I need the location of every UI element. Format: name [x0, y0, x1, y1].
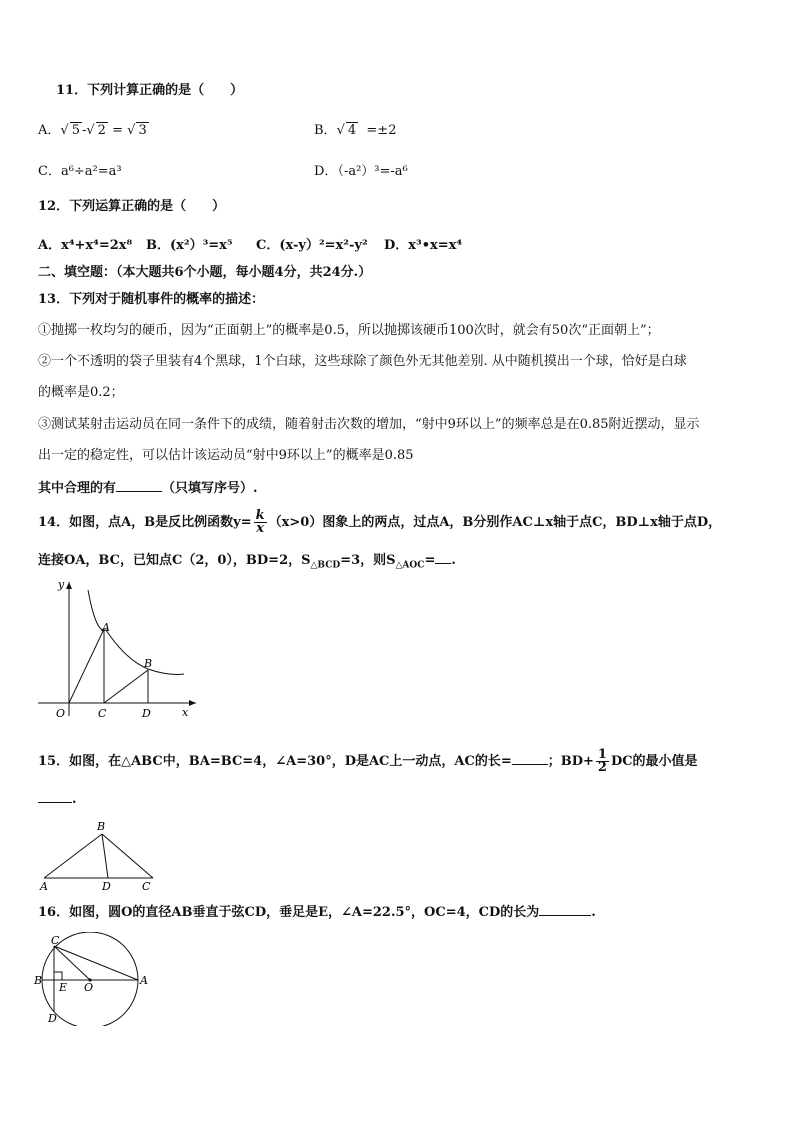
label-d: D [142, 707, 151, 720]
label-c: C [142, 880, 151, 893]
q15-line-2 [38, 790, 77, 809]
q14-frac-den: x [256, 521, 265, 536]
q11-b-rhs: =±2 [366, 123, 397, 138]
q15-frac-den: 2 [597, 760, 607, 775]
q15-fraction [596, 749, 609, 774]
q14-fraction [254, 510, 267, 535]
q14-line1-pre: 14．如图，点A，B是反比例函数y= [38, 515, 252, 530]
q11-a-radicand-1: 5 [71, 123, 80, 138]
q12-stem: 12．下列运算正确的是（ ） [38, 199, 226, 214]
q11-option-d [314, 160, 408, 179]
segment-ab [44, 834, 102, 878]
label-e: E [59, 981, 68, 994]
q13-tail-post: （只填写序号）. [162, 481, 258, 496]
q15-frac-num: 1 [597, 747, 607, 762]
q16-stem [38, 903, 596, 922]
q14-line-2: 连接OA，BC，已知点C（2，0），BD=2，$S_{\triangle BCD}=3$，则$S_{\triangle AOC}=$ . [38, 553, 456, 571]
q14-sub-aoc: △AOC [395, 560, 425, 571]
segment-co [54, 946, 90, 980]
q14-line2-mid: =3，则S [340, 553, 396, 568]
q15-line1-post: DC的最小值是 [610, 754, 698, 769]
segment-ca [54, 946, 138, 980]
q11-b-radicand: 4 [347, 123, 357, 138]
q12-option-a: A．x⁴+x⁴=2x⁸ [38, 238, 133, 253]
q11-a-minus: - [81, 123, 87, 138]
q14-frac-num: k [255, 508, 265, 523]
q14-line2-pre: 连接OA，BC，已知点C（2，0），BD=2，S [38, 553, 311, 568]
q13-stem: 13．下列对于随机事件的概率的描述： [38, 292, 265, 307]
q13-item-1: ①抛掷一枚均匀的硬币，因为“正面朝上”的概率是0.5，所以抛掷该硬币100次时，就会有50次“正面朝上”； [38, 323, 660, 338]
q14-line1-post: （x>0）图象上的两点，过点A，B分别作AC⊥x轴于点C，BD⊥x轴于点D， [268, 515, 722, 530]
q13-tail-pre: 其中合理的有 [38, 481, 117, 496]
q14-line2-post: = [424, 553, 436, 568]
q11-option-a: A．√ 5 -√ 2 = √ 3 [38, 123, 147, 138]
label-c: C [98, 707, 107, 720]
q11-option-b: B．√ 4 =±2 [314, 123, 397, 138]
q15-line1-mid: ；BD+ [547, 754, 594, 769]
q14-sub-bcd: △BCD [310, 560, 341, 571]
q13-item-2-line-2: 的概率是0.2； [38, 385, 124, 400]
q11-a-radicand-2: 2 [97, 123, 106, 138]
q13-item-2-line-1: ②一个不透明的袋子里装有4个黑球，1个白球，这些球除了颜色外无其他差别. 从中随机摸出一个球，恰好是白球 [38, 354, 687, 369]
q11-option-c [38, 160, 122, 179]
label-a: A [102, 621, 110, 634]
q16-stem-post: . [591, 905, 596, 920]
right-angle-mark [54, 972, 62, 980]
q13-item-3-line-2: 出一定的稳定性，可以估计该运动员“射中9环以上”的概率是0.85 [38, 448, 414, 463]
q15-line-1 [38, 745, 698, 779]
q15-line2-post: . [72, 792, 77, 807]
label-y: y [58, 578, 65, 591]
label-b: B [144, 657, 153, 670]
label-x: x [182, 706, 189, 719]
q11-a-eq: = [112, 123, 123, 138]
segment-bd [102, 834, 108, 878]
section-2-heading: 二、填空题：（本大题共6个小题，每小题4分，共24分.） [38, 265, 372, 280]
q14-figure [36, 576, 206, 724]
q11-a-radicand-3: 3 [138, 123, 147, 138]
x-axis-arrow [189, 700, 196, 706]
q15-answer-blank-2[interactable] [38, 790, 72, 803]
q12-option-c: C．(x-y）²=x²-y² [256, 238, 368, 253]
q13-answer-blank[interactable] [116, 479, 162, 492]
q13-tail [38, 479, 258, 498]
q11-a-label: A． [38, 123, 61, 138]
q11-stem: 11．下列计算正确的是（ ） [56, 83, 244, 98]
label-o: O [56, 707, 66, 720]
q11-b-label: B． [314, 123, 337, 138]
q11-d-label: D． [314, 164, 338, 179]
q12-option-b: B．(x²）³=x⁵ [146, 238, 233, 253]
q16-stem-pre: 16．如图，圆O的直径AB垂直于弦CD，垂足是E，∠A=22.5°，OC=4，CD的长为 [38, 905, 540, 920]
segment-bc [104, 670, 148, 703]
segment-oa [69, 629, 104, 703]
q14-answer-blank[interactable] [435, 551, 451, 564]
q16-answer-blank[interactable] [539, 903, 591, 916]
label-b: B [97, 820, 106, 833]
label-c: C [51, 934, 60, 947]
q15-answer-blank-1[interactable] [512, 752, 548, 765]
q13-item-3-line-1: ③测试某射击运动员在同一条件下的成绩，随着射击次数的增加，“射中9环以上”的频率总是在0.85附近摆动，显示 [38, 417, 700, 432]
q15-figure [36, 816, 160, 894]
label-d: D [102, 880, 111, 893]
label-o: O [84, 981, 94, 994]
label-a: A [140, 974, 148, 987]
label-b: B [34, 974, 43, 987]
label-d: D [48, 1012, 57, 1025]
q16-figure [32, 932, 152, 1026]
q15-line1-pre: 15．如图，在△ABC中，BA=BC=4，∠A=30°，D是AC上一动点，AC的长= [38, 754, 512, 769]
q11-d-text: （-a²）³=-a⁶ [337, 164, 408, 179]
label-a: A [40, 880, 48, 893]
segment-bc [102, 834, 153, 878]
q14-line-1 [38, 508, 721, 538]
q11-c-label: C． [38, 164, 61, 179]
y-axis-arrow [66, 582, 72, 589]
q11-c-text: a⁶÷a²=a³ [60, 164, 122, 179]
q12-option-d: D．x³•x=x⁴ [384, 238, 463, 253]
